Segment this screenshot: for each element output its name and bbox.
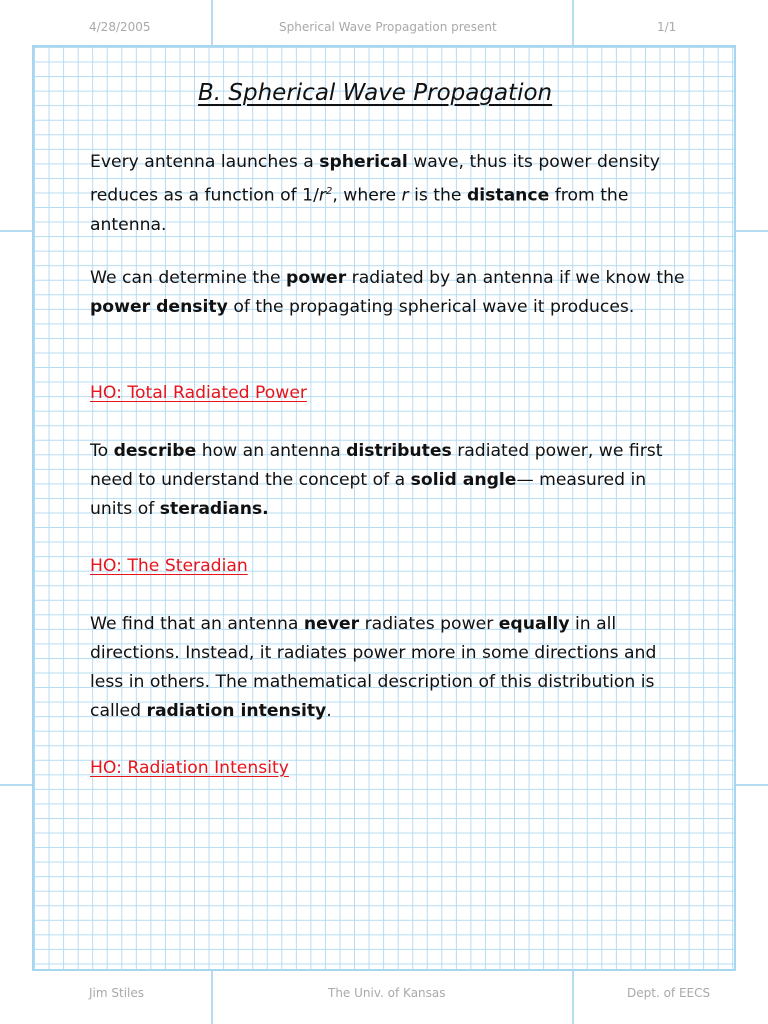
text: radiates power — [359, 614, 499, 634]
exponent: 2 — [325, 186, 333, 197]
page-footer — [0, 986, 768, 1002]
link-radiation-intensity[interactable]: HO: Radiation Intensity — [90, 758, 289, 778]
footer-author: Jim Stiles — [89, 986, 145, 1000]
bold-term: equally — [498, 614, 570, 634]
text: — measured in units of — [90, 470, 647, 519]
text: is the — [408, 185, 467, 206]
text: To — [90, 441, 114, 461]
bold-term: describe — [113, 441, 197, 461]
text: . — [326, 701, 332, 721]
bold-term: distance — [466, 185, 550, 206]
text: Every antenna launches a — [90, 152, 320, 172]
bold-term: never — [303, 614, 360, 634]
bold-term: power density — [90, 297, 228, 317]
text: radiated by an antenna if we know the — [346, 268, 685, 288]
text: We find that an antenna — [90, 614, 304, 634]
text: radiated power, we first need to understand the concept of a — [90, 441, 663, 490]
text: from the antenna. — [90, 185, 629, 235]
paragraph-solid-angle — [90, 437, 690, 524]
bold-term: distributes — [346, 441, 452, 461]
header-doc-title: Spherical Wave Propagation present — [279, 20, 497, 34]
text: We can determine the — [90, 268, 287, 288]
paragraph-power-density — [90, 264, 690, 322]
bold-term: power — [286, 268, 347, 288]
bold-term: solid angle — [410, 470, 517, 490]
paragraph-radiation-intensity — [90, 610, 690, 726]
text: of the propagating spherical wave it produces. — [227, 297, 635, 317]
text: how an antenna — [196, 441, 347, 461]
footer-department: Dept. of EECS — [627, 986, 711, 1000]
text: wave, thus its power density reduces as a function of 1/ — [90, 152, 660, 206]
bold-term: spherical — [319, 152, 408, 172]
variable-r: r — [318, 185, 326, 206]
text: in all directions. Instead, it radiates power more in some directions and less in others. The mathematical description of this distribution is called — [90, 614, 657, 721]
bold-term: steradians. — [159, 499, 269, 519]
paragraph-spherical-wave — [90, 148, 690, 240]
page-title: B. Spherical Wave Propagation — [198, 80, 553, 106]
text: , where — [332, 185, 402, 206]
footer-institution: The Univ. of Kansas — [328, 986, 446, 1000]
link-total-radiated-power[interactable]: HO: Total Radiated Power — [90, 383, 307, 403]
link-the-steradian[interactable]: HO: The Steradian — [90, 556, 248, 576]
page-header — [0, 20, 768, 36]
header-page-number: 1/1 — [657, 20, 677, 34]
variable-r: r — [401, 185, 409, 206]
header-date: 4/28/2005 — [89, 20, 151, 34]
bold-term: radiation intensity — [146, 701, 327, 721]
